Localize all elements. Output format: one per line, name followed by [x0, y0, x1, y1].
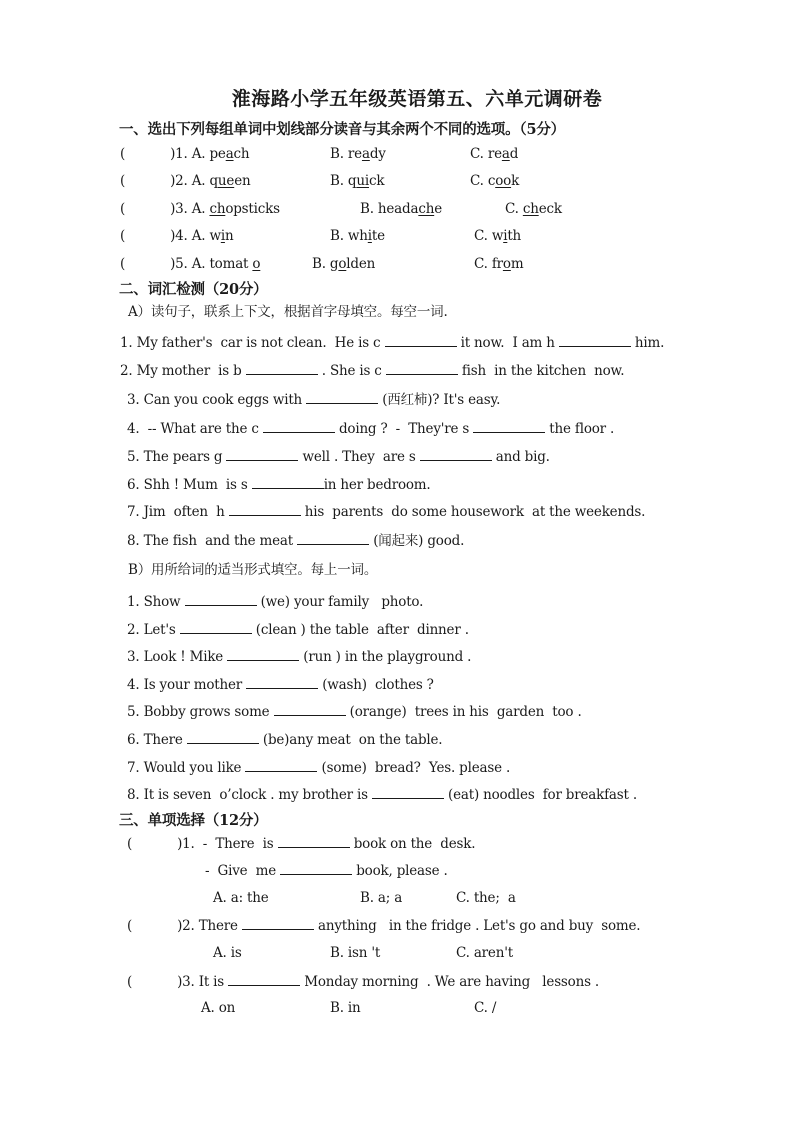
question-3-1-line1: ( )1. - There is book on the desk. — [127, 836, 476, 852]
section3-heading: 三、单项选择（12分） — [119, 812, 268, 829]
answer-blank[interactable] — [227, 647, 299, 661]
vocab-a-question-7: 7. Jim often h his parents do some housework at the weekends. — [127, 504, 646, 520]
phonics-option-b: B. golden — [312, 256, 376, 272]
question-3-2: ( )2. There anything in the fridge . Let's go and buy some. — [127, 918, 641, 934]
answer-blank[interactable] — [226, 447, 298, 461]
answer-blank[interactable] — [185, 592, 257, 606]
answer-blank[interactable] — [274, 702, 346, 716]
part-b-heading: B）用所给词的适当形式填空。每上一词。 — [128, 562, 378, 578]
vocab-a-question-2: 2. My mother is b . She is c fish in the kitchen now. — [120, 363, 625, 379]
answer-blank[interactable] — [278, 834, 350, 848]
vocab-b-question-1: 1. Show (we) your family photo. — [127, 594, 424, 610]
answer-blank[interactable] — [263, 419, 335, 433]
option-b: B. a; a — [360, 890, 403, 906]
vocab-b-question-3: 3. Look ! Mike (run ) in the playground . — [127, 649, 472, 665]
vocab-b-question-2: 2. Let's (clean ) the table after dinner . — [127, 622, 469, 638]
answer-blank[interactable] — [372, 785, 444, 799]
phonics-option-b: B. headache — [360, 201, 442, 217]
phonics-question-5: ( )5. A. tomat o — [120, 256, 261, 272]
phonics-option-c: C. check — [505, 201, 562, 217]
vocab-a-question-8: 8. The fish and the meat (闻起来) good. — [127, 533, 465, 549]
answer-blank[interactable] — [559, 333, 631, 347]
answer-blank[interactable] — [180, 620, 252, 634]
answer-blank[interactable] — [306, 390, 378, 404]
section1-heading: 一、选出下列每组单词中划线部分读音与其余两个不同的选项。（5分） — [119, 121, 565, 138]
answer-blank[interactable] — [246, 361, 318, 375]
vocab-a-question-1: 1. My father's car is not clean. He is c it now. I am h him. — [120, 335, 665, 351]
answer-blank[interactable] — [228, 972, 300, 986]
phonics-question-2: ( )2. A. queen — [120, 173, 251, 189]
answer-blank[interactable] — [187, 730, 259, 744]
phonics-question-1: ( )1. A. peach — [120, 146, 250, 162]
phonics-option-c: C. from — [474, 256, 524, 272]
answer-blank[interactable] — [280, 861, 352, 875]
answer-blank[interactable] — [297, 531, 369, 545]
question-3-3: ( )3. It is Monday morning . We are having lessons . — [127, 974, 599, 990]
vocab-b-question-8: 8. It is seven o’clock . my brother is (eat) noodles for breakfast . — [127, 787, 637, 803]
phonics-question-4: ( )4. A. win — [120, 228, 234, 244]
vocab-a-question-4: 4. -- What are the c doing ? - They're s the floor . — [127, 421, 615, 437]
phonics-option-b: B. white — [330, 228, 385, 244]
option-c: C. / — [474, 1000, 497, 1016]
vocab-a-question-6: 6. Shh ! Mum is s in her bedroom. — [127, 477, 431, 493]
vocab-a-question-3: 3. Can you cook eggs with (西红柿)? It's easy. — [127, 392, 501, 408]
vocab-b-question-6: 6. There (be)any meat on the table. — [127, 732, 443, 748]
answer-blank[interactable] — [245, 758, 317, 772]
answer-blank[interactable] — [385, 333, 457, 347]
option-c: C. the; a — [456, 890, 516, 906]
vocab-b-question-4: 4. Is your mother (wash) clothes ? — [127, 677, 434, 693]
phonics-option-b: B. ready — [330, 146, 386, 162]
option-b: B. in — [330, 1000, 361, 1016]
answer-blank[interactable] — [242, 916, 314, 930]
answer-blank[interactable] — [420, 447, 492, 461]
option-a: A. on — [201, 1000, 236, 1016]
answer-blank[interactable] — [252, 475, 324, 489]
answer-blank[interactable] — [246, 675, 318, 689]
option-a: A. a: the — [213, 890, 269, 906]
phonics-option-c: C. cook — [470, 173, 520, 189]
page-title: 淮海路小学五年级英语第五、六单元调研卷 — [231, 88, 603, 110]
phonics-option-b: B. quick — [330, 173, 385, 189]
phonics-option-c: C. with — [474, 228, 522, 244]
vocab-b-question-7: 7. Would you like (some) bread? Yes. please . — [127, 760, 511, 776]
phonics-option-c: C. read — [470, 146, 519, 162]
question-3-1-line2: - Give me book, please . — [205, 863, 448, 879]
vocab-a-question-5: 5. The pears g well . They are s and big. — [127, 449, 550, 465]
answer-blank[interactable] — [473, 419, 545, 433]
section2-heading: 二、词汇检测（20分） — [119, 281, 268, 298]
answer-blank[interactable] — [386, 361, 458, 375]
phonics-question-3: ( )3. A. chopsticks — [120, 201, 280, 217]
vocab-b-question-5: 5. Bobby grows some (orange) trees in his garden too . — [127, 704, 582, 720]
option-c: C. aren't — [456, 945, 513, 961]
answer-blank[interactable] — [229, 502, 301, 516]
option-b: B. isn 't — [330, 945, 381, 961]
option-a: A. is — [213, 945, 242, 961]
part-a-heading: A）读句子，联系上下文，根据首字母填空。每空一词. — [128, 304, 448, 320]
